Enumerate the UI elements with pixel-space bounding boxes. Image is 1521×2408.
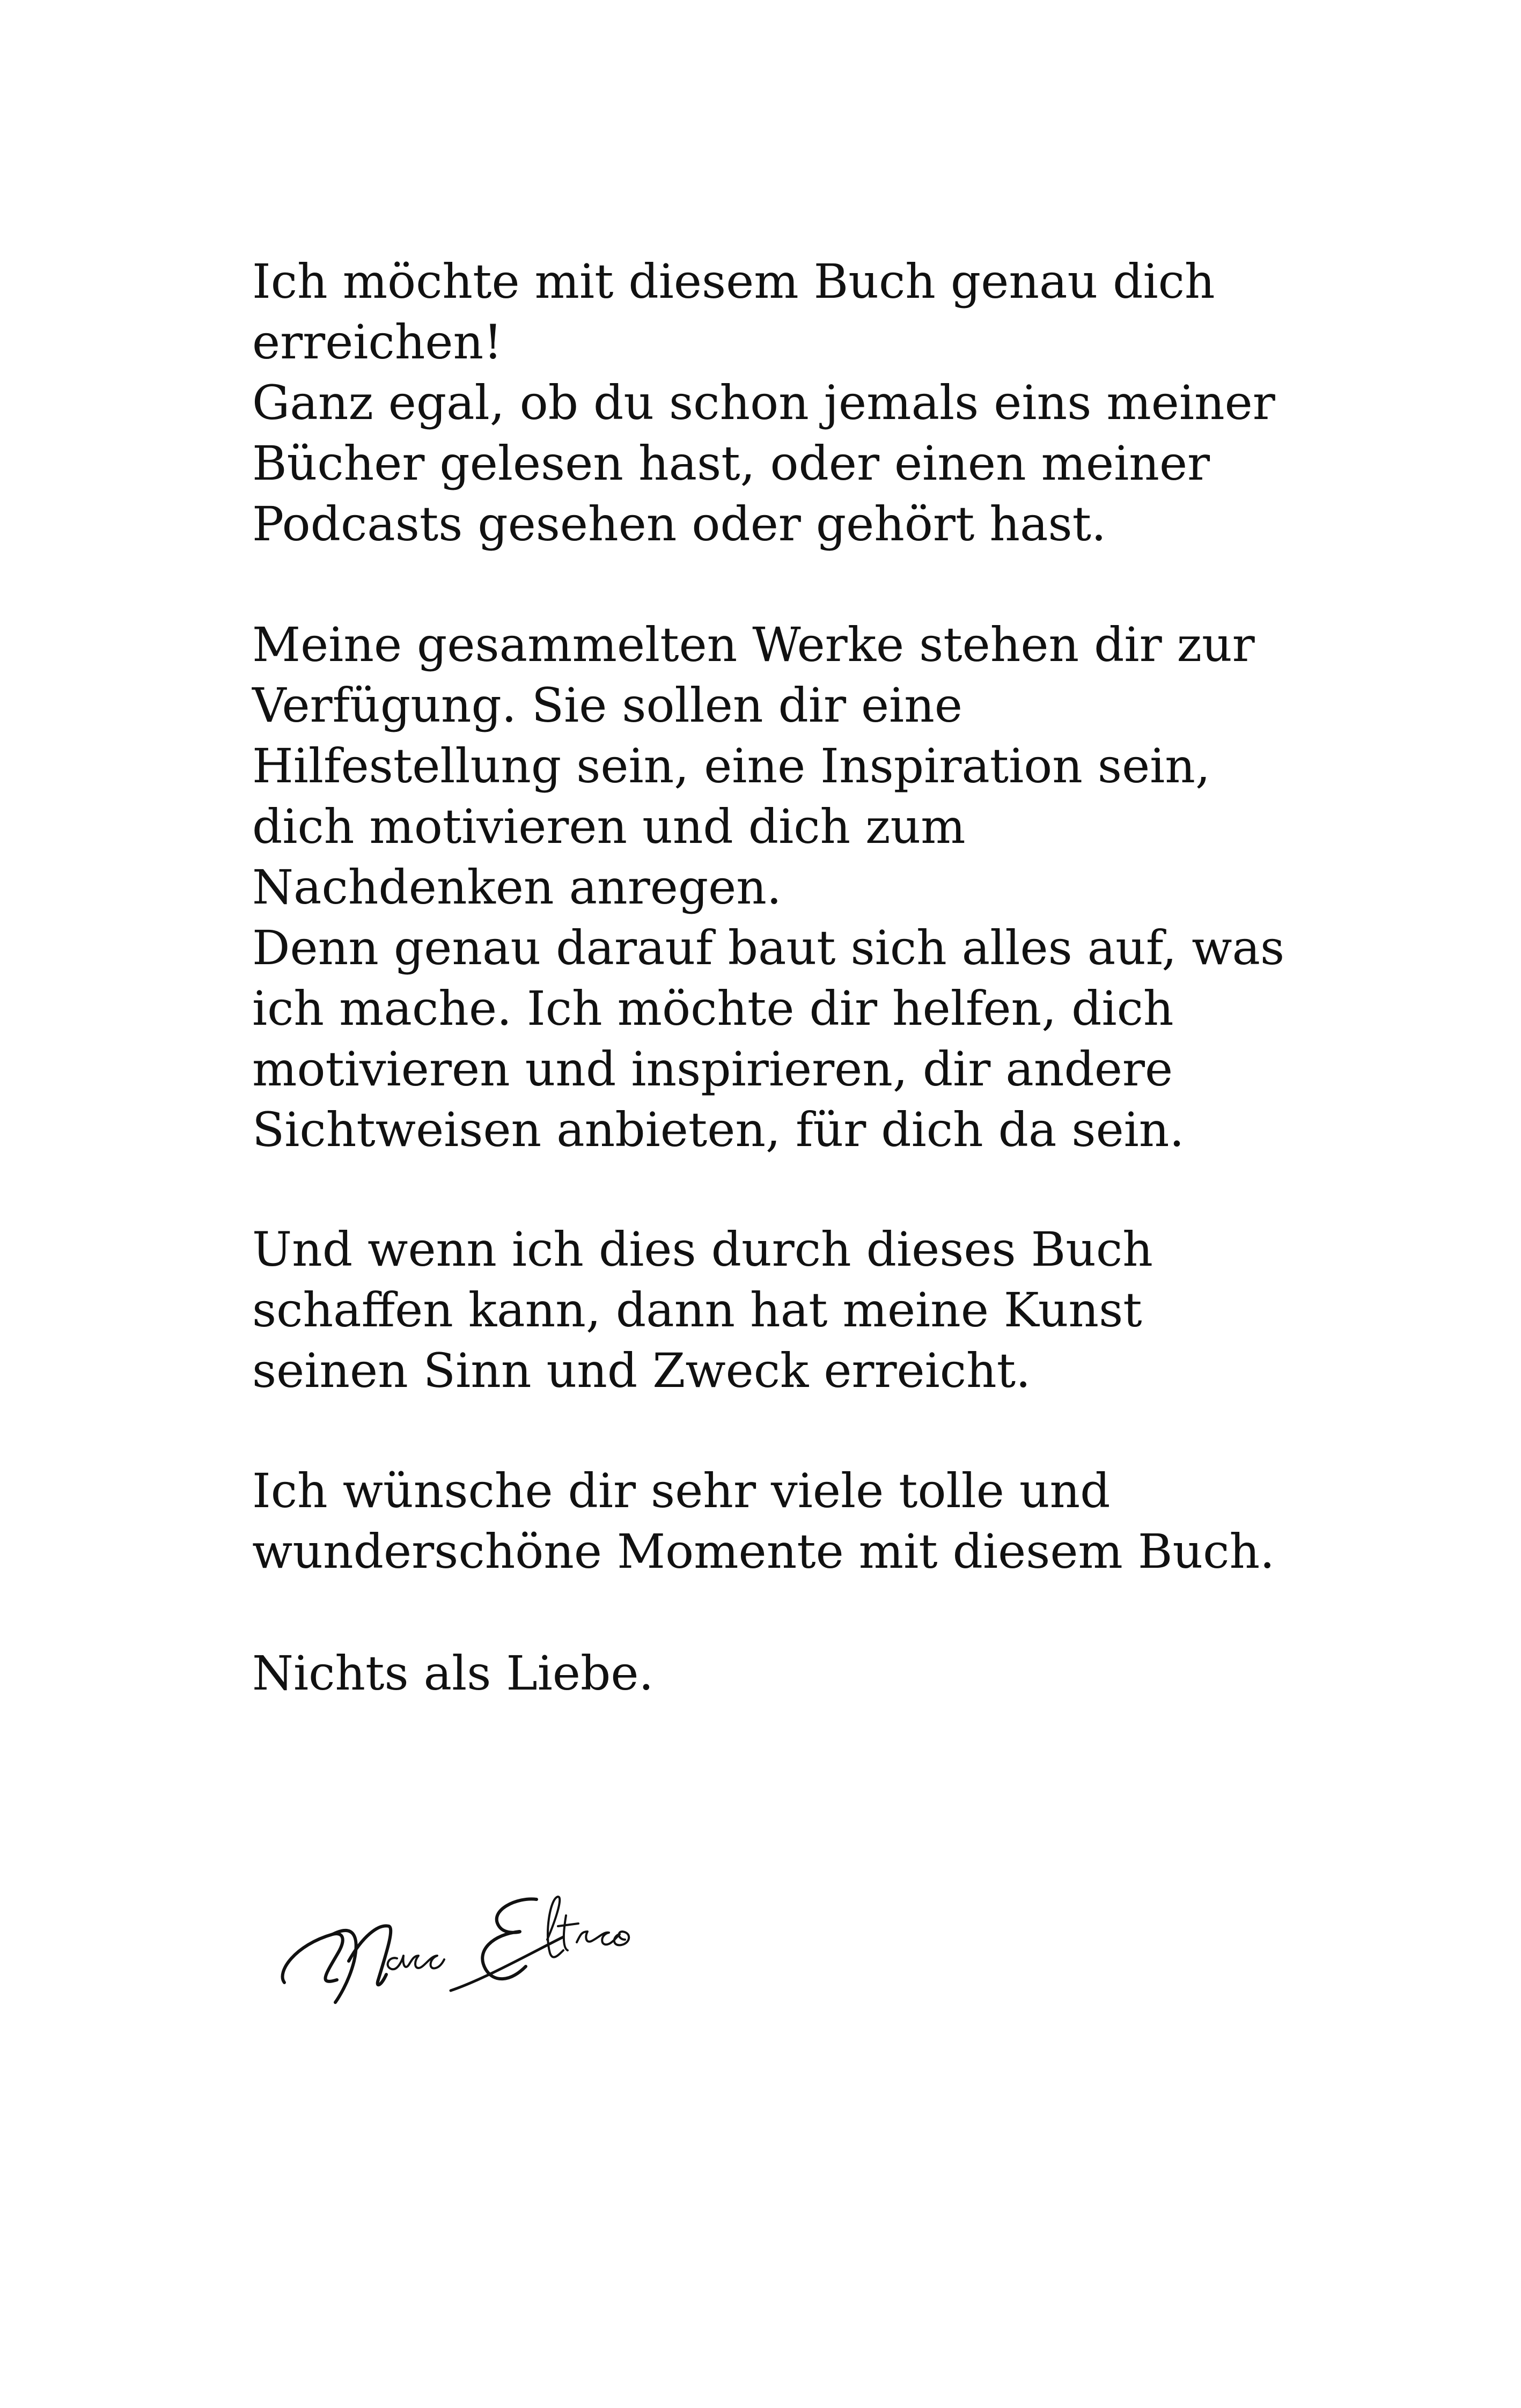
text-line: Ganz egal, ob du schon jemals eins meiner [252,375,1275,430]
text-line: Und wenn ich dies durch dieses Buch [252,1222,1153,1277]
text-line: ich mache. Ich möchte dir helfen, dich [252,981,1174,1036]
paragraph-works [252,614,1304,1160]
text-line: Ich möchte mit diesem Buch genau dich [252,254,1215,309]
text-line: schaffen kann, dann hat meine Kunst [252,1282,1142,1338]
text-line: Podcasts gesehen oder gehört hast. [252,496,1106,552]
paragraph-purpose [252,1219,1304,1401]
text-line: Ich wünsche dir sehr viele tolle und [252,1463,1111,1518]
text-line: seinen Sinn und Zweck erreicht. [252,1343,1031,1398]
text-line: Bücher gelesen hast, oder einen meiner [252,436,1210,491]
signature-image [274,1846,660,2007]
text-line: Denn genau darauf baut sich alles auf, was [252,920,1285,975]
paragraph-closing [252,1643,1304,1704]
text-line: erreichen! [252,314,503,370]
text-line: dich motivieren und dich zum [252,799,966,854]
text-line: Hilfestellung sein, eine Inspiration sein, [252,738,1210,794]
paragraph-intro [252,251,1304,554]
text-line: Nachdenken anregen. [252,860,782,915]
text-line: Sichtweisen anbieten, für dich da sein. [252,1102,1185,1157]
text-line: motivieren und inspirieren, dir andere [252,1041,1173,1097]
text-line: Meine gesammelten Werke stehen dir zur [252,617,1255,672]
paragraph-wishes [252,1460,1304,1582]
text-line: Nichts als Liebe. [252,1646,654,1701]
text-line: Verfügung. Sie sollen dir eine [252,678,962,733]
text-line: wunderschöne Momente mit diesem Buch. [252,1524,1275,1579]
